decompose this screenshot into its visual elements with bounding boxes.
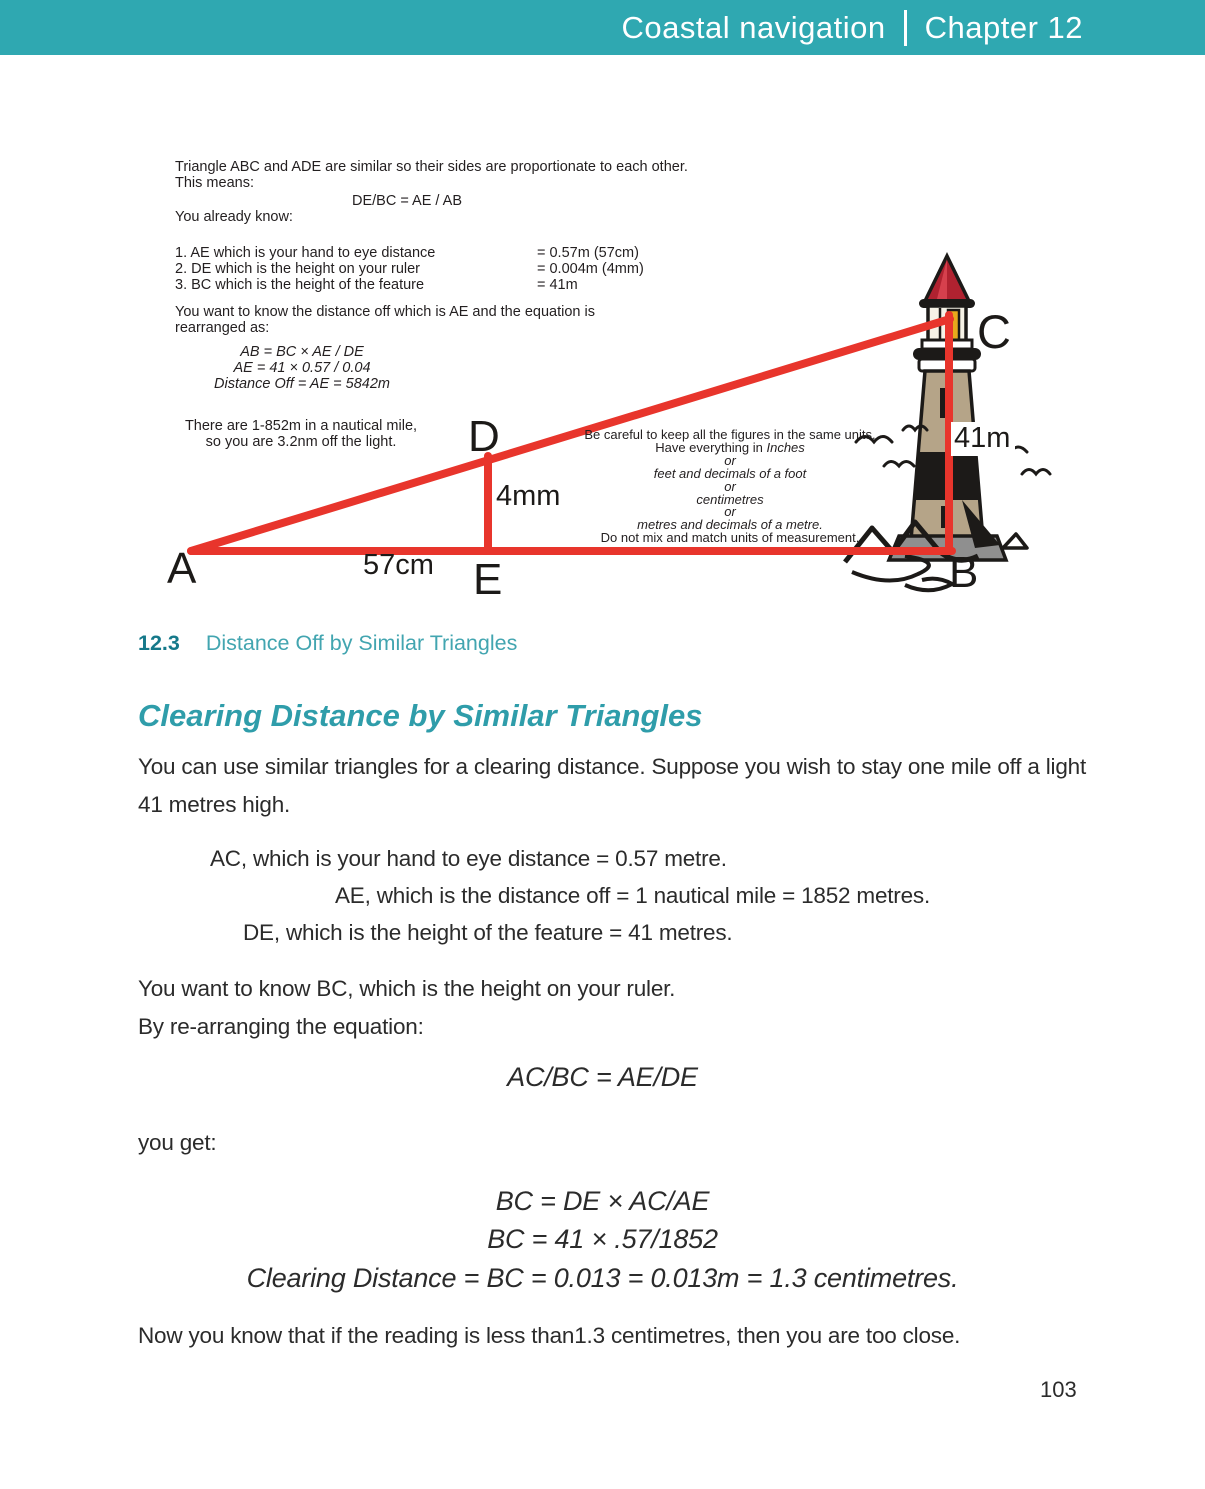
bird-icon: [1022, 470, 1050, 475]
measure-label-4mm: 4mm: [496, 480, 561, 512]
equation-ac-bc: AC/BC = AE/DE: [507, 1062, 698, 1092]
given-line-de: DE, which is the height of the feature = 41 metres.: [243, 920, 733, 945]
page-number: 103: [1040, 1377, 1077, 1402]
given-line-ae: AE, which is the distance off = 1 nautical mile = 1852 metres.: [335, 883, 931, 908]
figure-intro-text: Triangle ABC and ADE are similar so their sides are proportionate to each other. This means:: [175, 159, 696, 191]
section-heading: Clearing Distance by Similar Triangles: [138, 698, 703, 733]
result-equation-2: BC = 41 × .57/1852: [487, 1224, 718, 1254]
body-paragraph-2a: You want to know BC, which is the height on your ruler.: [138, 976, 676, 1001]
body-paragraph-3: Now you know that if the reading is less than1.3 centimetres, then you are too close.: [138, 1323, 961, 1348]
point-label-a: A: [167, 544, 197, 593]
point-label-e: E: [473, 555, 503, 604]
list-item: 1. AE which is your hand to eye distance = 0.57m (57cm): [175, 245, 639, 261]
point-label-b: B: [949, 548, 979, 597]
figure-caption: [138, 631, 517, 656]
point-label-c: C: [977, 305, 1011, 358]
units-warning-note: Be careful to keep all the figures in the same units. Have everything in Inches or feet and decimals of a foot or centimetres or metres and decimals of a metre. Do not mix and match units of measurement.: [584, 427, 876, 546]
header-chapter-title: Chapter 12: [924, 9, 1083, 45]
figure-know-label: You already know:: [175, 209, 293, 225]
measure-label-41m: 41m: [951, 422, 1015, 456]
figure-caption-number: 12.3: [138, 631, 180, 655]
figure-want-text: You want to know the distance off which is AE and the equation is rearranged as:: [175, 304, 595, 336]
measure-label-57cm: 57cm: [363, 549, 434, 581]
figure-nautical-note: There are 1-852m in a nautical mile, so you are 3.2nm off the light.: [184, 418, 418, 450]
given-line-ac: AC, which is your hand to eye distance = 0.57 metre.: [210, 846, 727, 871]
body-paragraph-2b: By re-arranging the equation:: [138, 1014, 424, 1039]
header-section-title: Coastal navigation: [621, 9, 886, 45]
you-get-label: you get:: [138, 1130, 217, 1155]
figure-caption-title: Distance Off by Similar Triangles: [205, 631, 518, 655]
point-label-d: D: [468, 412, 500, 461]
result-equation-1: BC = DE × AC/AE: [495, 1186, 710, 1216]
list-item: 2. DE which is the height on your ruler = 0.004m (4mm): [175, 260, 644, 277]
list-item: 3. BC which is the height of the feature = 41m: [175, 276, 578, 293]
body-paragraph-1: You can use similar triangles for a clearing distance. Suppose you wish to stay one mile off a light 41 metres high.: [138, 754, 1087, 817]
result-equation-3: Clearing Distance = BC = 0.013 = 0.013m = 1.3 centimetres.: [246, 1263, 959, 1293]
figure-proportion-equation: DE/BC = AE / AB: [352, 193, 463, 209]
figure-worked-equations: AB = BC × AE / DE AE = 41 × 0.57 / 0.04 Distance Off = AE = 5842m: [214, 344, 390, 392]
